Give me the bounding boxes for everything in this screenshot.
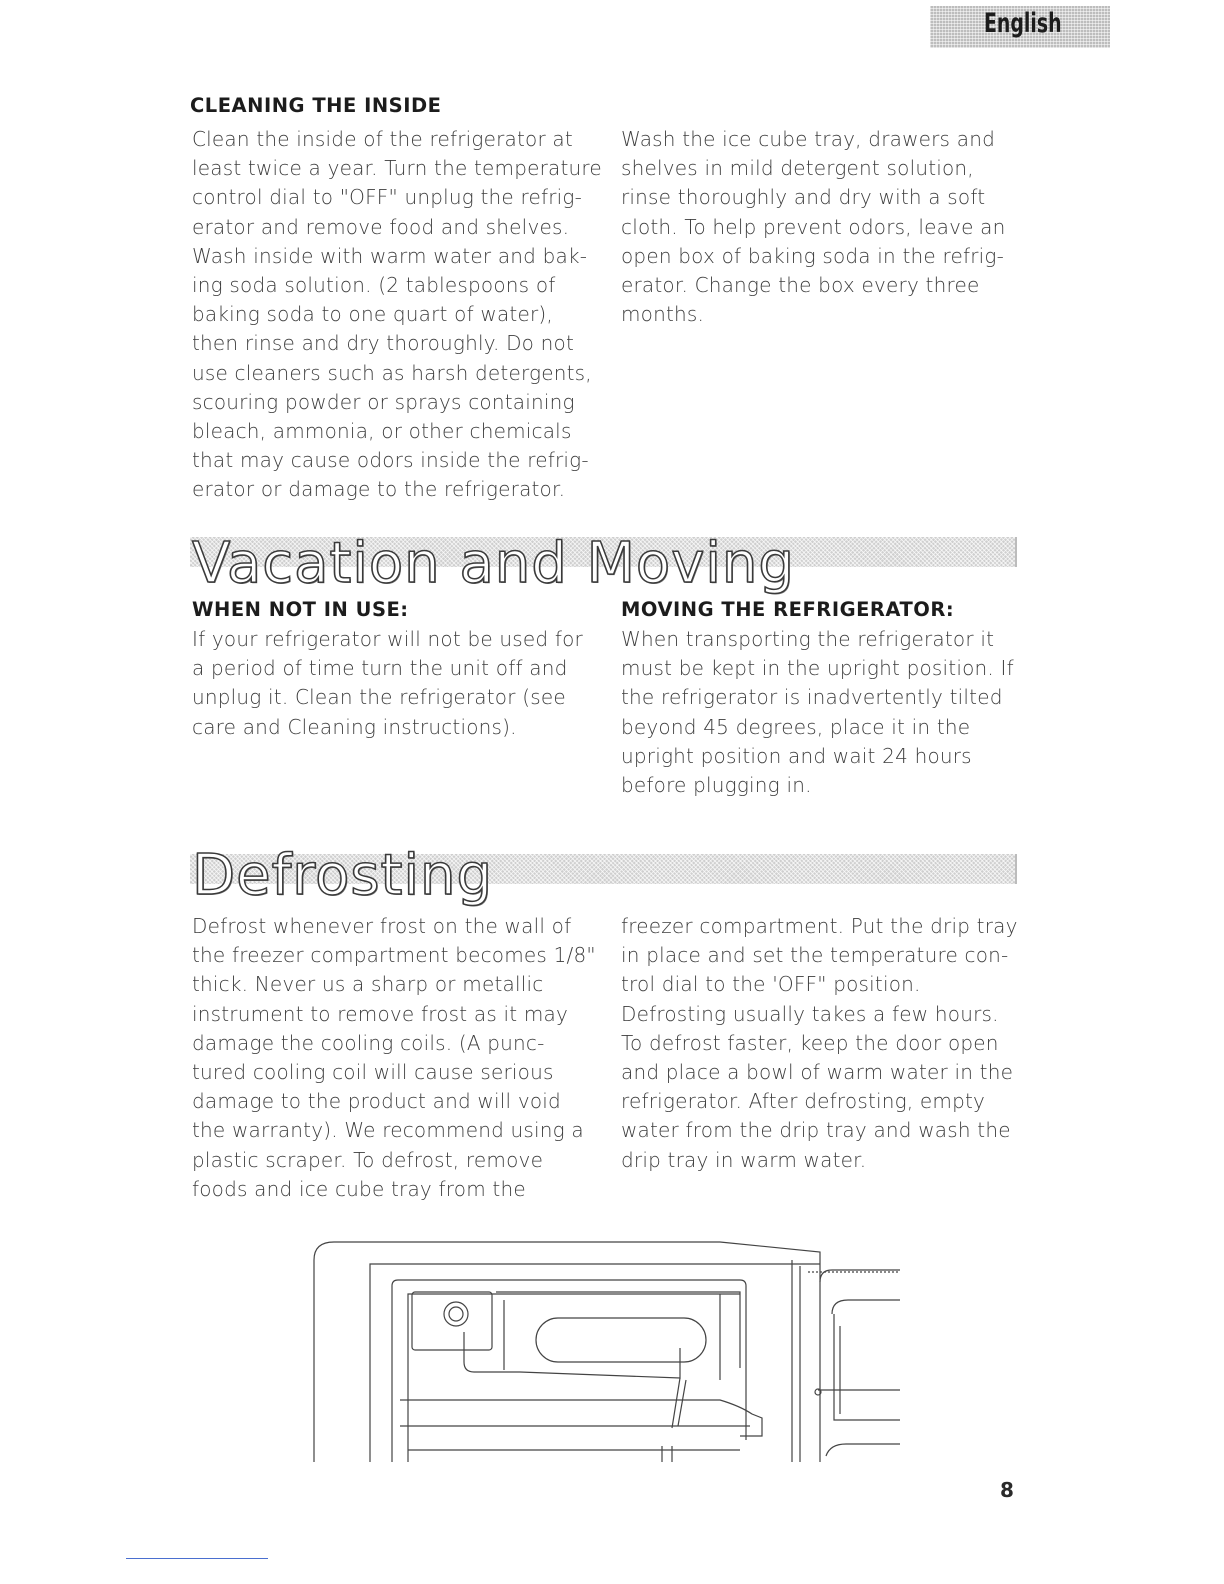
text-line: bleach, ammonia, or other chemicals <box>192 419 572 444</box>
text-line: the refrigerator is inadvertently tilted <box>621 685 1003 710</box>
text-line: instrument to remove frost as it may <box>192 1001 569 1026</box>
text-line: ing soda solution. (2 tablespoons of <box>192 273 556 298</box>
text-line: unplug it. Clean the refrigerator (see <box>192 685 566 710</box>
text-line: To defrost faster, keep the door open <box>621 1030 999 1055</box>
text-line: thick. Never us a sharp or metallic <box>192 972 544 997</box>
language-label: English <box>984 8 1062 39</box>
moving-heading: MOVING THE REFRIGERATOR: <box>621 598 955 621</box>
text-line: Defrosting usually takes a few hours. <box>621 1001 999 1026</box>
text-line: shelves in mild detergent solution, <box>621 156 974 181</box>
text-line: that may cause odors inside the refrig- <box>192 448 589 473</box>
text-line: When transporting the refrigerator it <box>621 627 995 651</box>
text-line: then rinse and dry thoroughly. Do not <box>192 331 575 356</box>
text-line: Defrost whenever frost on the wall of <box>192 914 572 938</box>
text-line: If your refrigerator will not be used for <box>192 627 583 651</box>
text-line: damage the cooling coils. (A punc- <box>192 1030 545 1055</box>
text-line: the warranty). We recommend using a <box>192 1118 584 1143</box>
text-line: refrigerator. After defrosting, empty <box>621 1089 986 1114</box>
text-line: months. <box>621 302 705 327</box>
moving-paragraph <box>621 625 1014 800</box>
text-line: a period of time turn the unit off and <box>192 656 568 681</box>
not-in-use-heading: WHEN NOT IN USE: <box>192 598 409 621</box>
text-line: freezer compartment. Put the drip tray <box>621 914 1018 938</box>
text-line: in place and set the temperature con- <box>621 943 1009 968</box>
cleaning-left-paragraph <box>192 125 602 505</box>
text-line: care and Cleaning instructions). <box>192 714 517 739</box>
defrost-left-paragraph <box>192 912 596 1204</box>
text-line: use cleaners such as harsh detergents, <box>192 360 592 385</box>
text-line: damage to the product and will void <box>192 1089 561 1114</box>
text-line: trol dial to the 'OFF" position. <box>621 972 921 997</box>
text-line: beyond 45 degrees, place it in the <box>621 714 971 739</box>
text-line: erator. Change the box every three <box>621 273 980 298</box>
text-line: rinse thoroughly and dry with a soft <box>621 185 986 210</box>
text-line: tured cooling coil will cause serious <box>192 1060 554 1085</box>
text-line: baking soda to one quart of water), <box>192 302 553 327</box>
text-line: the freezer compartment becomes 1/8" <box>192 943 596 968</box>
text-line: must be kept in the upright position. If <box>621 656 1014 681</box>
text-line: least twice a year. Turn the temperature <box>192 156 602 181</box>
text-line: and place a bowl of warm water in the <box>621 1060 1014 1085</box>
text-line: erator and remove food and shelves. <box>192 214 570 239</box>
text-line: before plugging in. <box>621 773 812 798</box>
cleaning-heading: CLEANING THE INSIDE <box>190 94 442 117</box>
text-line: water from the drip tray and wash the <box>621 1118 1011 1143</box>
refrigerator-interior-illustration <box>300 1230 900 1462</box>
section-title-defrosting: Defrosting <box>192 843 494 908</box>
text-line: control dial to "OFF" unplug the refrig- <box>192 185 582 210</box>
text-line: plastic scraper. To defrost, remove <box>192 1147 544 1172</box>
text-line: upright position and wait 24 hours <box>621 743 972 768</box>
not-in-use-paragraph <box>192 625 583 742</box>
cleaning-right-paragraph <box>621 125 1006 329</box>
text-line: drip tray in warm water. <box>621 1147 867 1172</box>
text-line: Wash the ice cube tray, drawers and <box>621 127 995 151</box>
text-line: erator or damage to the refrigerator. <box>192 477 566 502</box>
text-line: Wash inside with warm water and bak- <box>192 243 588 268</box>
section-title-vacation: Vacation and Moving <box>192 531 795 596</box>
page-number: 8 <box>1000 1478 1014 1502</box>
text-line: cloth. To help prevent odors, leave an <box>621 214 1006 239</box>
text-line: scouring powder or sprays containing <box>192 389 575 414</box>
text-line: Clean the inside of the refrigerator at <box>192 127 573 151</box>
text-line: foods and ice cube tray from the <box>192 1176 526 1201</box>
footer-rule <box>126 1558 268 1559</box>
defrost-right-paragraph <box>621 912 1018 1175</box>
text-line: open box of baking soda in the refrig- <box>621 243 1005 268</box>
